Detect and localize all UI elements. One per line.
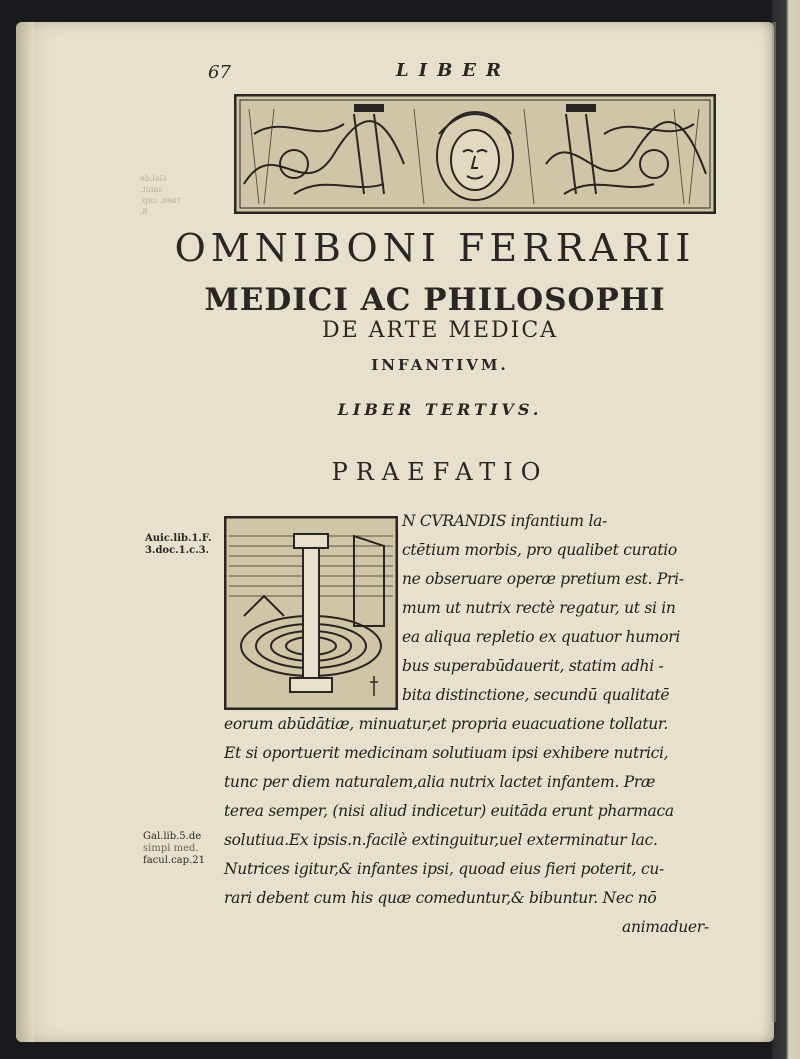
text-line: Nutrices igitur,& infantes ipsi, quoad eius fieri poterit, cu- bbox=[224, 860, 664, 878]
text-line: ctētium morbis, pro qualibet curatio bbox=[402, 541, 677, 559]
title-line-1: OMNIBONI FERRARII bbox=[174, 226, 696, 270]
woodcut-initial-i bbox=[224, 516, 398, 710]
running-head: LIBER bbox=[396, 60, 511, 81]
book-heading: LIBER TERTIVS. bbox=[337, 400, 543, 419]
margin-note-line: Gal.lib.5.de bbox=[143, 831, 202, 842]
text-line: ea aliqua repletio ex quatuor humori bbox=[402, 628, 681, 646]
text-line: rari debent cum his quæ comeduntur,& bibuntur. Nec nō bbox=[224, 889, 657, 907]
bleed-through-text: Gal.de sanit. tuen. cap. 8. bbox=[140, 174, 181, 216]
margin-note-line: simpl med. bbox=[143, 843, 199, 854]
text-line: N CVRANDIS infantium la- bbox=[402, 512, 607, 530]
text-line: solutiua.Ex ipsis.n.facilè extinguitur,uel exterminatur lac. bbox=[224, 831, 658, 849]
woodcut-headpiece bbox=[234, 94, 716, 214]
catchword: animaduer- bbox=[622, 918, 709, 936]
text-line: eorum abūdātiæ, minuatur,et propria euacuatione tollatur. bbox=[224, 715, 668, 733]
margin-note-galen bbox=[143, 831, 205, 867]
text-line: ne obseruare operæ pretium est. Pri- bbox=[402, 570, 684, 588]
text-line: Et si oportuerit medicinam solutiuam ipsi exhibere nutrici, bbox=[224, 744, 669, 762]
margin-note-line: Auic.lib.1.F. bbox=[145, 533, 212, 544]
margin-note-line: facul.cap.21 bbox=[143, 855, 205, 866]
text-line: terea semper, (nisi aliud indicetur) euitāda erunt pharmaca bbox=[224, 802, 674, 820]
text-line: bus superabūdauerit, statim adhi - bbox=[402, 657, 664, 675]
page-gutter-shadow bbox=[16, 22, 34, 1042]
page-right-edge bbox=[772, 22, 776, 1022]
book-spine-edge bbox=[772, 0, 800, 1059]
title-line-2: MEDICI AC PHILOSOPHI bbox=[204, 282, 666, 318]
title-line-3: DE ARTE MEDICA bbox=[321, 318, 559, 343]
text-line: mum ut nutrix rectè regatur, ut si in bbox=[402, 599, 676, 617]
title-line-4: INFANTIVM. bbox=[371, 356, 509, 374]
margin-note-line: 3.doc.1.c.3. bbox=[145, 545, 210, 556]
margin-note-avicenna bbox=[145, 533, 211, 557]
page-number: 67 bbox=[208, 62, 231, 83]
text-line: bita distinctione, secundū qualitatē bbox=[402, 686, 670, 704]
section-heading: PRAEFATIO bbox=[331, 458, 549, 486]
text-line: tunc per diem naturalem,alia nutrix lactet infantem. Præ bbox=[224, 773, 656, 791]
